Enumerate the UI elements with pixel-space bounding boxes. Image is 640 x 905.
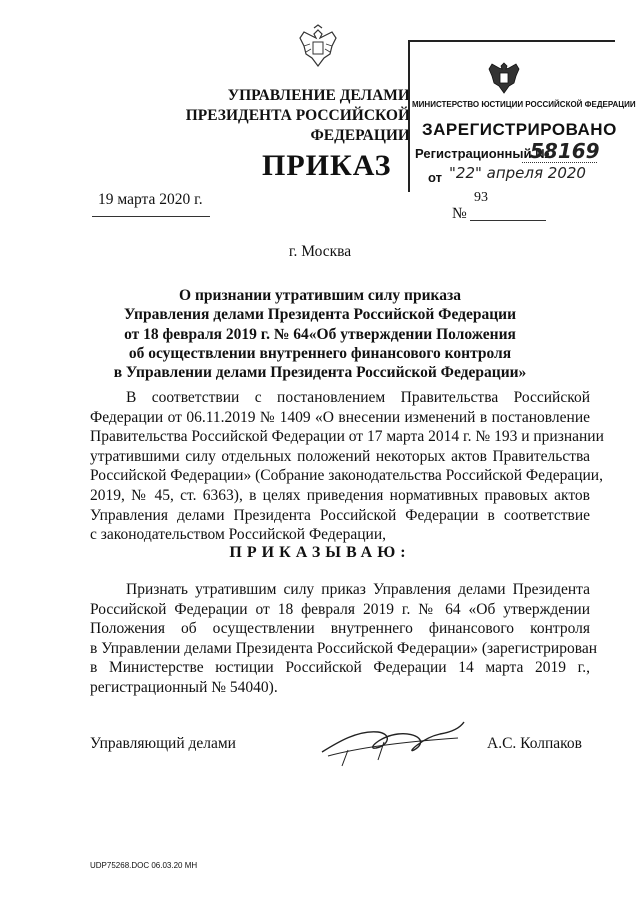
heading-line: О признании утратившим силу приказа bbox=[179, 287, 461, 304]
number-underline bbox=[470, 220, 546, 221]
preamble-line: Управления делами Президента Российской Федерации в соответствие bbox=[90, 506, 590, 524]
org-name-line2: ПРЕЗИДЕНТА РОССИЙСКОЙ ФЕДЕРАЦИИ bbox=[185, 107, 410, 144]
heading-line: в Управлении делами Президента Российской Федерации» bbox=[113, 364, 527, 382]
order-line: регистрационный № 54040). bbox=[90, 678, 278, 696]
order-line: Положения об осуществлении внутреннего финансового контроля bbox=[90, 620, 590, 638]
heading-line: об осуществлении внутреннего финансового контроля bbox=[128, 344, 512, 362]
heading-line: Управления делами Президента Российской Федерации bbox=[123, 306, 517, 324]
org-name-line1: УПРАВЛЕНИЕ ДЕЛАМИ bbox=[227, 87, 410, 104]
signatory-name: А.С. Колпаков bbox=[487, 735, 582, 752]
preamble-line: утратившими силу отдельных положений некоторых актов Правительства bbox=[90, 447, 590, 465]
order-line: в Министерстве юстиции Российской Федерации 14 марта 2019 г., bbox=[90, 659, 590, 677]
stamp-registration-number: 58169 bbox=[530, 139, 600, 163]
order-word: ПРИКАЗЫВАЮ: bbox=[229, 544, 411, 561]
document-number: 93 bbox=[474, 190, 488, 205]
preamble-line: с законодательством Российской Федерации, bbox=[90, 526, 387, 544]
preamble-line: 2019, № 45, ст. 6363), в целях приведения нормативных правовых актов bbox=[90, 486, 590, 504]
stamp-coat-of-arms-icon bbox=[486, 58, 522, 96]
document-type: ПРИКАЗ bbox=[262, 149, 392, 182]
date-underline bbox=[92, 216, 210, 217]
order-line: Признать утратившим силу приказ Управления делами Президента bbox=[126, 581, 590, 598]
handwritten-signature bbox=[318, 712, 468, 772]
document-date: 19 марта 2020 г. bbox=[98, 191, 203, 208]
document-city: г. Москва bbox=[288, 243, 352, 260]
stamp-registration-label: Регистрационный № bbox=[415, 146, 550, 161]
preamble-line: Российской Федерации» (Собрание законодательства Российской Федерации, bbox=[90, 467, 603, 485]
stamp-registered: ЗАРЕГИСТРИРОВАНО bbox=[422, 120, 617, 139]
document-heading bbox=[100, 286, 540, 382]
preamble-line: Правительства Российской Федерации от 17 марта 2014 г. № 193 и признании bbox=[90, 428, 604, 446]
stamp-number-underline bbox=[522, 162, 597, 163]
preamble-paragraph bbox=[90, 388, 604, 545]
stamp-ministry: МИНИСТЕРСТВО ЮСТИЦИИ РОССИЙСКОЙ ФЕДЕРАЦИИ bbox=[412, 100, 636, 109]
stamp-date-label: от bbox=[428, 170, 442, 185]
order-paragraph bbox=[90, 580, 597, 698]
order-line: в Управлении делами Президента Российской Федерации» (зарегистрирован bbox=[90, 639, 597, 657]
signatory-title: Управляющий делами bbox=[90, 735, 236, 752]
order-line: Российской Федерации от 18 февраля 2019 г. № 64 «Об утверждении bbox=[90, 600, 590, 618]
heading-line: от 18 февраля 2019 г. № 64«Об утверждении Положения bbox=[124, 325, 516, 343]
preamble-line: В соответствии с постановлением Правительства Российской bbox=[126, 389, 590, 406]
coat-of-arms-icon bbox=[296, 24, 340, 70]
stamp-date: "22" апреля 2020 bbox=[449, 164, 586, 182]
preamble-line: Федерации от 06.11.2019 № 1409 «О внесении изменений в постановление bbox=[90, 408, 590, 426]
file-reference: UDP75268.DOC 06.03.20 МН bbox=[90, 861, 198, 870]
document-number-label: № bbox=[452, 205, 467, 222]
